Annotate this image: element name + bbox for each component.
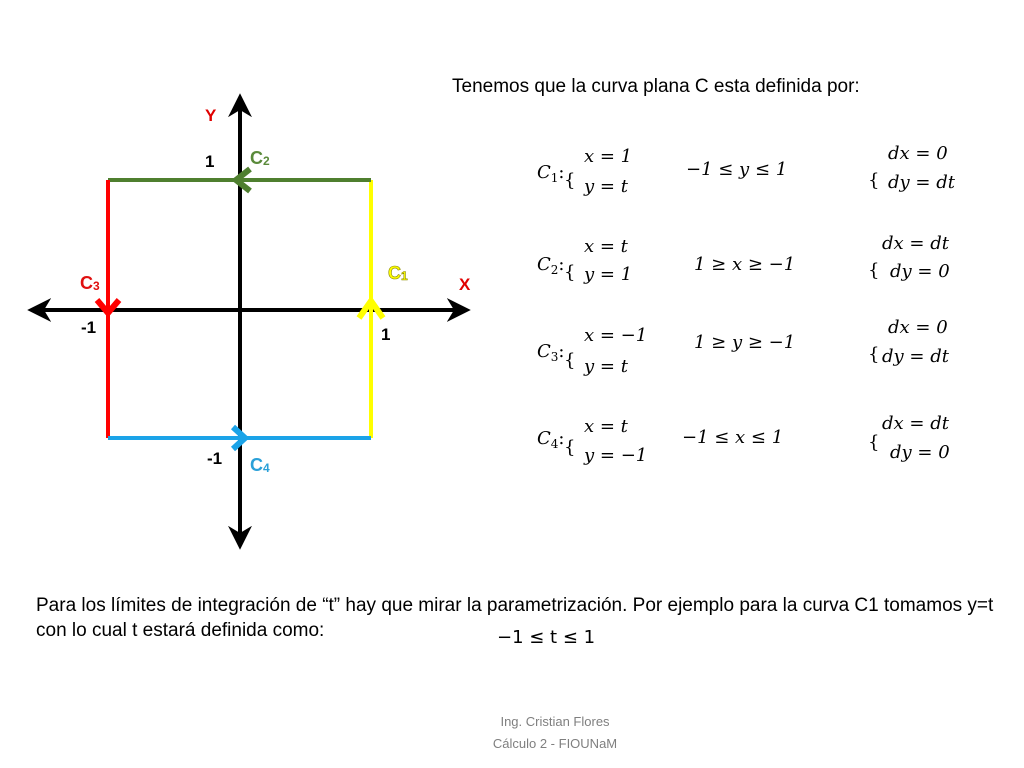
equation-c3-brace-icon: { [564, 350, 576, 371]
y-tick-positive: 1 [205, 152, 215, 171]
page-title: Tenemos que la curva plana C esta definida por: [452, 76, 860, 97]
equation-c1-diff-brace-icon: { [868, 170, 880, 191]
equation-c2-diff2: dy = 0 [890, 261, 950, 282]
equation-c2-name: $C_2$: [537, 254, 565, 277]
equation-c4 [537, 413, 950, 466]
equation-c1-name: $C_1$: [537, 162, 565, 185]
x-tick-negative: -1 [81, 318, 97, 337]
equation-c2-line2: y = 1 [584, 264, 633, 285]
t-range: −1 ≤ t ≤ 1 [497, 627, 596, 648]
equation-c2-diff-brace-icon: { [868, 260, 880, 281]
equation-c2-range: 1 ≥ x ≥ −1 [694, 254, 796, 275]
curve-c2-label: C2 [250, 148, 270, 168]
y-axis-label: Y [205, 106, 217, 125]
equation-c2-line1: x = t [584, 236, 628, 257]
equation-c3 [537, 317, 950, 377]
footer-author: Ing. Cristian Flores [500, 714, 610, 729]
equation-c1-range: −1 ≤ y ≤ 1 [686, 159, 788, 180]
y-tick-negative: -1 [207, 449, 223, 468]
footer-course: Cálculo 2 - FIOUNaM [492, 736, 618, 751]
equation-c4-name: $C_4$: [537, 428, 565, 451]
equation-c2-brace-icon: { [564, 262, 576, 283]
equation-c1 [537, 143, 956, 197]
equation-c4-diff-brace-icon: { [868, 432, 880, 453]
equation-c3-range: 1 ≥ y ≥ −1 [694, 332, 796, 353]
equation-c4-line1: x = t [584, 416, 628, 437]
equation-c4-range: −1 ≤ x ≤ 1 [682, 427, 784, 448]
curve-c3-label: C3 [80, 273, 100, 293]
equation-c1-line2: y = t [584, 176, 628, 197]
equation-c3-diff1: dx = 0 [888, 317, 948, 338]
curve-c4-label: C4 [250, 455, 270, 475]
equation-c3-name: $C_3$: [537, 341, 565, 364]
equation-c2-diff1: dx = dt [882, 233, 949, 254]
equation-c1-diff2: dy = dt [888, 172, 955, 193]
equation-c3-diff2: dy = dt [882, 346, 949, 367]
equation-c4-brace-icon: { [564, 437, 576, 458]
equation-c3-diff-brace-icon: { [868, 344, 880, 365]
equation-c1-line1: x = 1 [584, 146, 633, 167]
curve-c1-label: C1 [388, 263, 408, 283]
explanation-paragraph: Para los límites de integración de “t” hay que mirar la parametrización. Por ejemplo para la curva C1 tomamos y=t con lo cual t estará definida como: [36, 595, 994, 641]
equation-c3-line2: y = t [584, 356, 628, 377]
equation-c4-line2: y = −1 [584, 445, 648, 466]
equation-c4-diff2: dy = 0 [890, 442, 950, 463]
equation-c1-brace-icon: { [564, 170, 576, 191]
equation-c1-diff1: dx = 0 [888, 143, 948, 164]
x-tick-positive: 1 [381, 325, 391, 344]
x-axis-label: X [459, 275, 471, 294]
equation-c4-diff1: dx = dt [882, 413, 949, 434]
equation-c3-line1: x = −1 [584, 325, 648, 346]
equation-c2 [537, 233, 950, 285]
